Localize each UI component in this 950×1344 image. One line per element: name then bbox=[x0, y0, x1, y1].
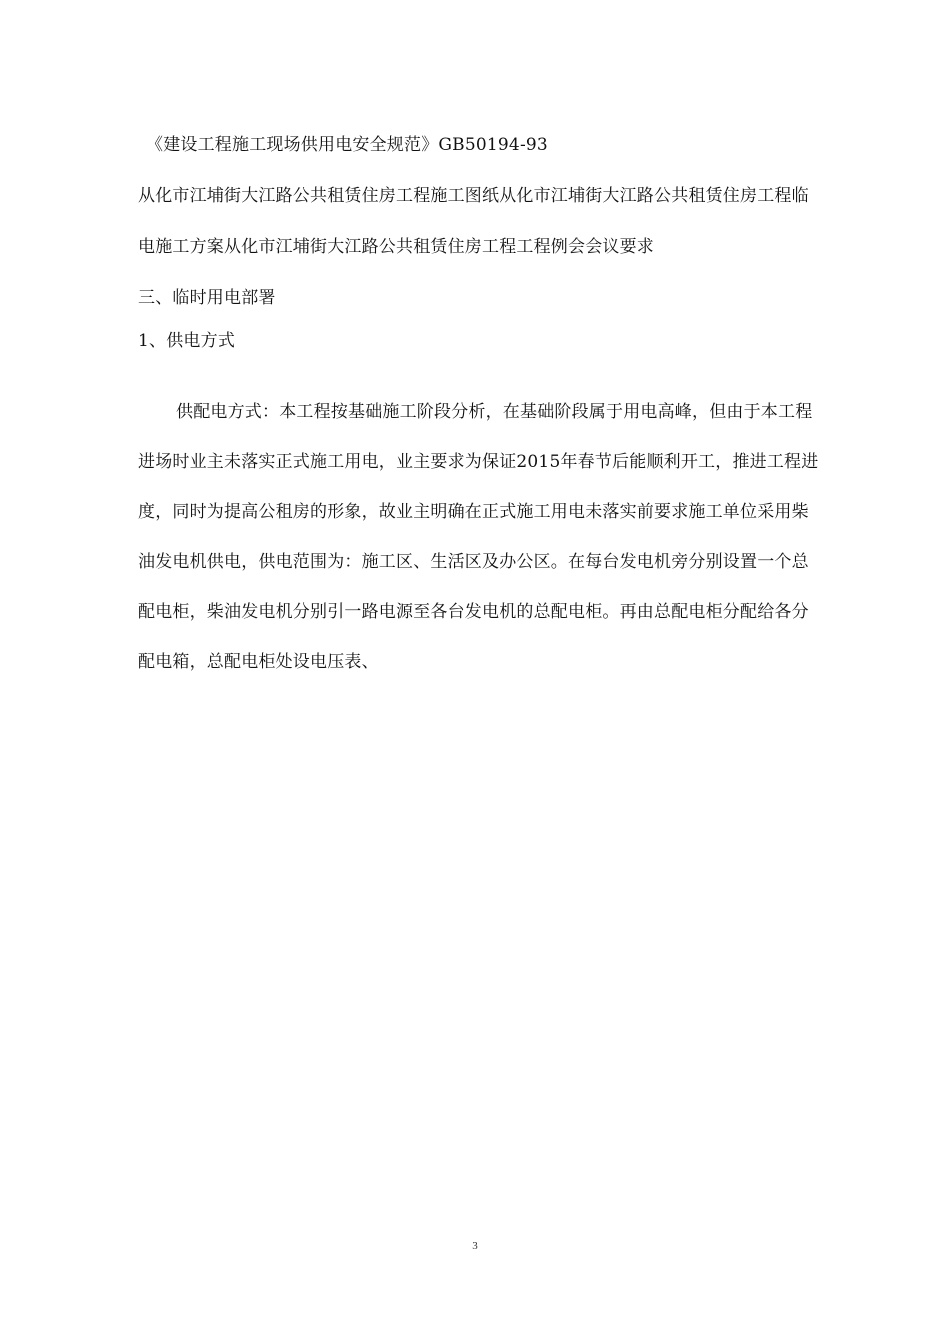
paragraph-line-1: 供配电方式：本工程按基础施工阶段分析，在基础阶段属于用电高峰，但由于本工程 bbox=[176, 402, 813, 422]
paragraph-line-3: 度，同时为提高公租房的形象，故业主明确在正式施工用电未落实前要求施工单位采用柴 bbox=[138, 502, 809, 522]
page-number: 3 bbox=[472, 1240, 478, 1252]
paragraph-line-2: 进场时业主未落实正式施工用电，业主要求为保证2015年春节后能顺利开工，推进工程进 bbox=[138, 452, 819, 472]
reference-line-3: 电施工方案从化市江埔街大江路公共租赁住房工程工程例会会议要求 bbox=[138, 237, 654, 257]
paragraph-line-6: 配电箱，总配电柜处设电压表、 bbox=[138, 652, 379, 672]
subsection-heading: 1、供电方式 bbox=[138, 331, 236, 351]
paragraph-line-4: 油发电机供电，供电范围为：施工区、生活区及办公区。在每台发电机旁分别设置一个总 bbox=[138, 552, 809, 572]
reference-line-2: 从化市江埔街大江路公共租赁住房工程施工图纸从化市江埔街大江路公共租赁住房工程临 bbox=[138, 186, 809, 206]
paragraph-line-5: 配电柜，柴油发电机分别引一路电源至各台发电机的总配电柜。再由总配电柜分配给各分 bbox=[138, 602, 809, 622]
section-heading: 三、临时用电部署 bbox=[138, 288, 276, 308]
reference-line-1: 《建设工程施工现场供用电安全规范》GB50194-93 bbox=[146, 135, 548, 155]
